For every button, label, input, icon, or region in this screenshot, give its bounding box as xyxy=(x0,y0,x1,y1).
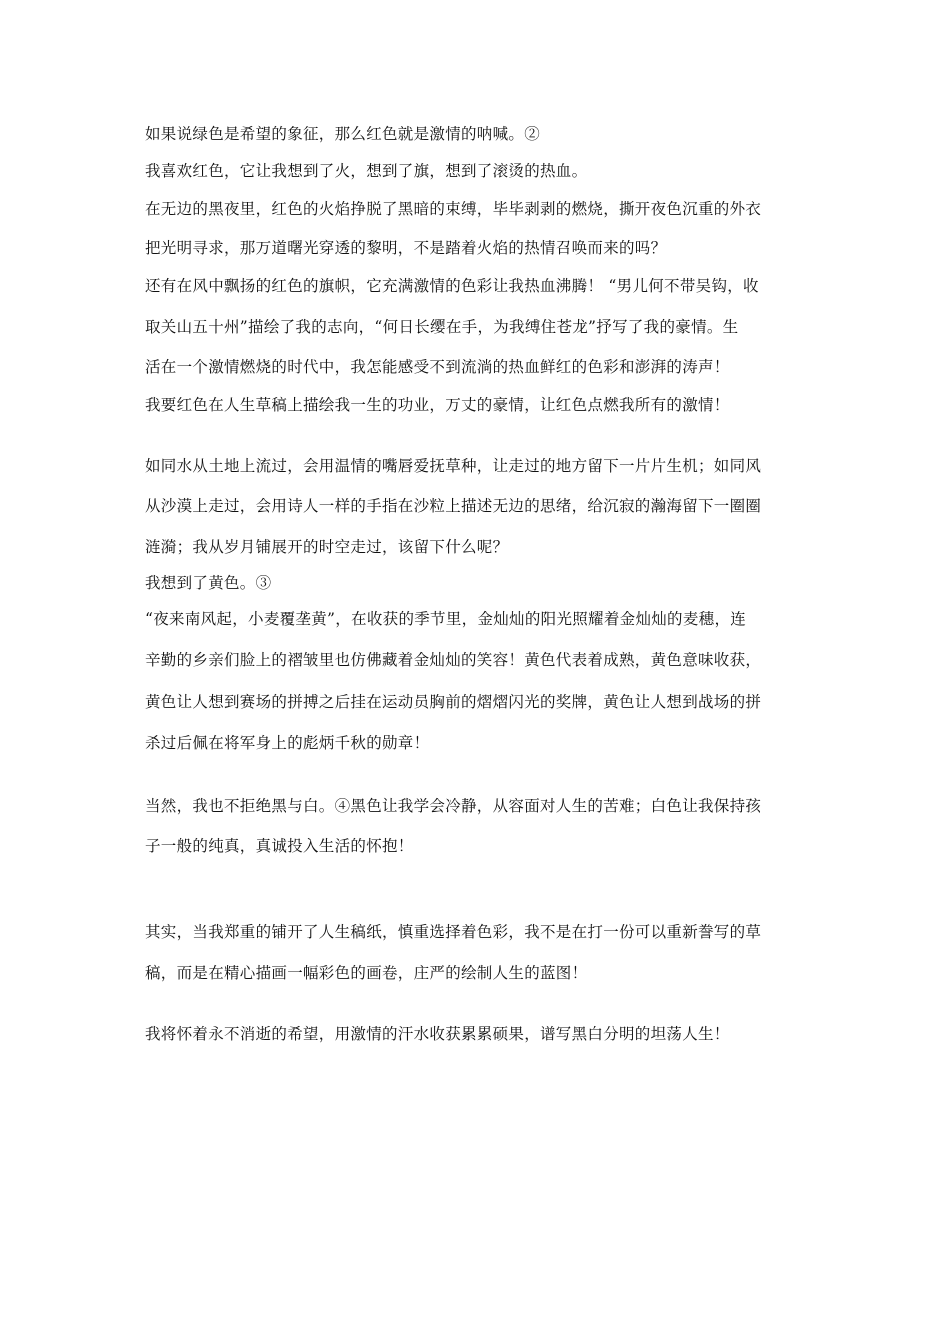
text-line: 取关山五十州”描绘了我的志向，“何日长缨在手，为我缚住苍龙”抒写了我的豪情。生 xyxy=(145,318,739,336)
text-line: 涟漪；我从岁月铺展开的时空走过，该留下什么呢？ xyxy=(145,538,509,556)
text-line: 把光明寻求，那万道曙光穿透的黎明，不是踏着火焰的热情召唤而来的吗？ xyxy=(145,239,667,257)
text-line: 我将怀着永不消逝的希望，用激情的汗水收获累累硕果，谱写黑白分明的坦荡人生！ xyxy=(145,1025,730,1043)
text-line: 辛勤的乡亲们脸上的褶皱里也仿佛藏着金灿灿的笑容！黄色代表着成熟，黄色意味收获， xyxy=(145,651,762,669)
text-line: 杀过后佩在将军身上的彪炳千秋的勋章！ xyxy=(145,734,430,752)
text-line: 我要红色在人生草稿上描绘我一生的功业，万丈的豪情，让红色点燃我所有的激情！ xyxy=(145,396,730,414)
text-line: 我想到了黄色。③ xyxy=(145,574,272,592)
text-line: 如同水从土地上流过，会用温情的嘴唇爱抚草种，让走过的地方留下一片片生机；如同风 xyxy=(145,457,762,475)
text-line: 黄色让人想到赛场的拼搏之后挂在运动员胸前的熠熠闪光的奖牌，黄色让人想到战场的拼 xyxy=(145,693,762,711)
text-line: “夜来南风起，小麦覆垄黄”，在收获的季节里，金灿灿的阳光照耀着金灿灿的麦穗，连 xyxy=(145,610,747,628)
text-line: 从沙漠上走过，会用诗人一样的手指在沙粒上描述无边的思绪，给沉寂的瀚海留下一圈圈 xyxy=(145,497,762,515)
text-line: 稿，而是在精心描画一幅彩色的画卷，庄严的绘制人生的蓝图！ xyxy=(145,964,588,982)
text-line: 还有在风中飘扬的红色的旗帜，它充满激情的色彩让我热血沸腾！ “男儿何不带吴钩，收 xyxy=(145,277,759,295)
text-line: 其实，当我郑重的铺开了人生稿纸，慎重选择着色彩，我不是在打一份可以重新誊写的草 xyxy=(145,923,762,941)
text-line: 当然，我也不拒绝黑与白。④黑色让我学会冷静，从容面对人生的苦难；白色让我保持孩 xyxy=(145,797,762,815)
text-line: 我喜欢红色，它让我想到了火，想到了旗，想到了滚烫的热血。 xyxy=(145,162,588,180)
text-line: 子一般的纯真，真诚投入生活的怀抱！ xyxy=(145,837,414,855)
text-line: 在无边的黑夜里，红色的火焰挣脱了黑暗的束缚，毕毕剥剥的燃烧，撕开夜色沉重的外衣 xyxy=(145,200,762,218)
text-line: 活在一个激情燃烧的时代中，我怎能感受不到流淌的热血鲜红的色彩和澎湃的涛声！ xyxy=(145,358,730,376)
text-line: 如果说绿色是希望的象征，那么红色就是激情的呐喊。② xyxy=(145,125,541,143)
